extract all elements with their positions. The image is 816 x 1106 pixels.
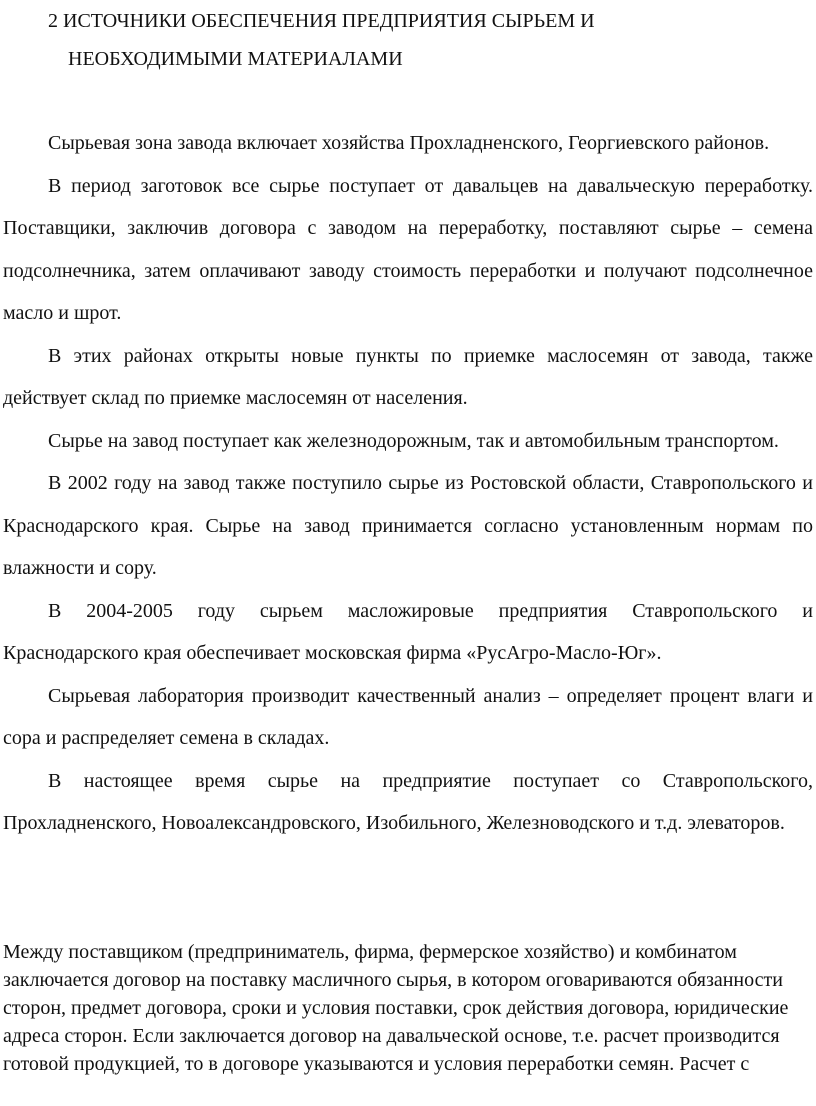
paragraph-2004-2005-supply: В 2004-2005 году сырьем масложировые предприятия Ставропольского и Краснодарского края обеспечивает московская фирма «РусАгро-Масло-Юг». [3, 599, 813, 664]
paragraph-procurement-period: В период заготовок все сырье поступает от давальцев на давальческую переработку. Поставщики, заключив договора с заводом на переработку, поставляют сырье – семена подсолнечника, затем оплачивают заводу стоимость переработки и получают подсолнечное масло и шрот. [3, 174, 813, 324]
paragraph-contract: Между поставщиком (предприниматель, фирма, фермерское хозяйство) и комбинатом заключается договор на поставку масличного сырья, в котором оговариваются обязанности сторон, предмет договора, сроки и условия поставки, срок действия договора, юридические адреса сторон. Если заключается договор на давальческой основе, т.е. расчет производится готовой продукцией, то в договоре указываются и условия переработки семян. Расчет с [3, 941, 789, 1075]
paragraph-current-supply: В настоящее время сырье на предприятие поступает со Ставропольского, Прохладненского, Новоалександровского, Изобильного, Железноводского и т.д. элеваторов. [3, 769, 813, 834]
section-heading-line-2: НЕОБХОДИМЫМИ МАТЕРИАЛАМИ [68, 48, 403, 70]
paragraph-reception-points: В этих районах открыты новые пункты по приемке маслосемян от завода, также действует склад по приемке маслосемян от населения. [3, 344, 813, 409]
paragraph-raw-material-zone: Сырьевая зона завода включает хозяйства Прохладненского, Георгиевского районов. [48, 132, 770, 154]
document-body [3, 122, 813, 845]
section-heading [48, 2, 788, 78]
paragraph-laboratory: Сырьевая лаборатория производит качественный анализ – определяет процент влаги и сора и распределяет семена в складах. [3, 684, 813, 749]
paragraph-transport: Сырье на завод поступает как железнодорожным, так и автомобильным транспортом. [48, 429, 779, 452]
paragraph-2002-supply: В 2002 году на завод также поступило сырье из Ростовской области, Ставропольского и Краснодарского края. Сырье на завод принимается согласно установленным нормам по влажности и сору. [3, 472, 813, 579]
section-heading-line-1: 2 ИСТОЧНИКИ ОБЕСПЕЧЕНИЯ ПРЕДПРИЯТИЯ СЫРЬЕМ И [48, 10, 595, 32]
